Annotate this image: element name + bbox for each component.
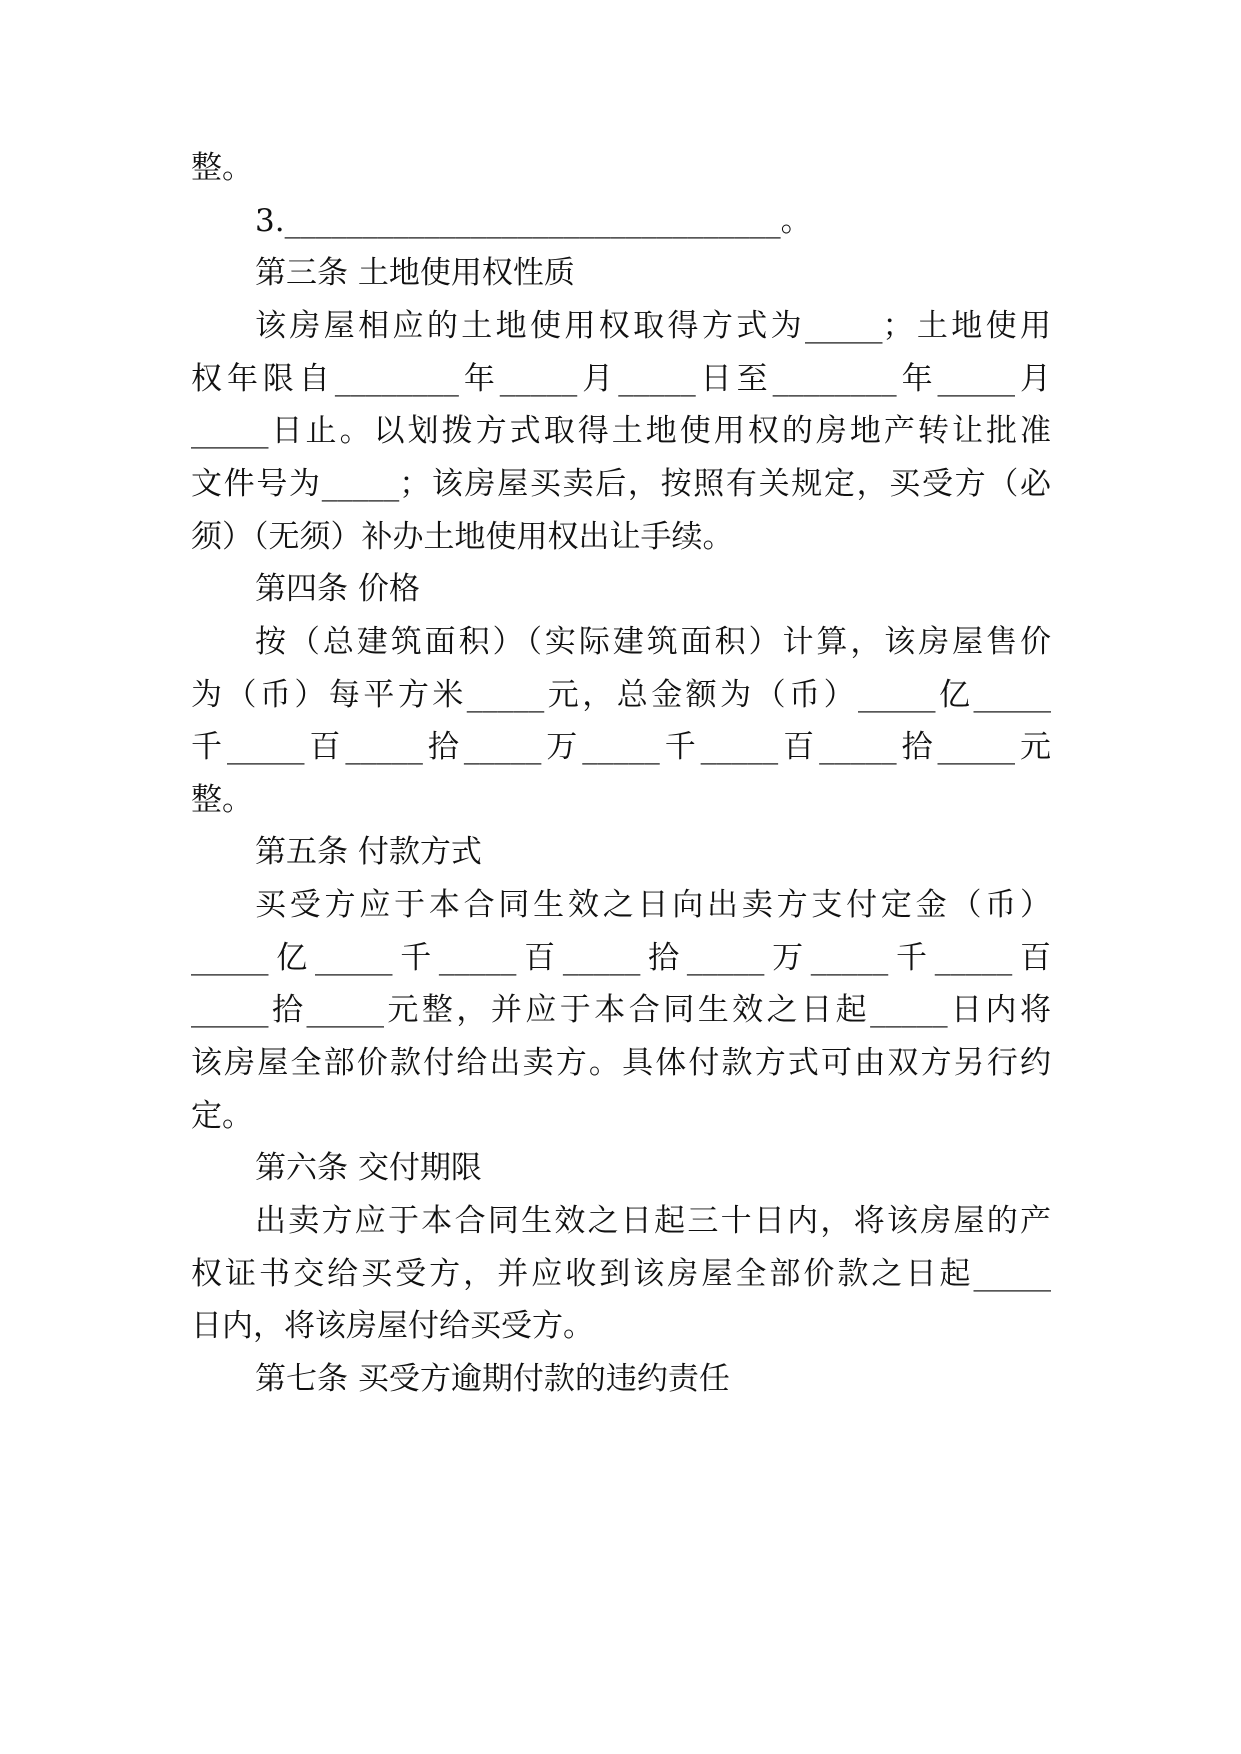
- text-line: 按（总建筑面积）（实际建筑面积）计算，该房屋售价: [255, 624, 1051, 660]
- text-line: 权年限自________年_____月_____日至________年_____月: [191, 361, 1051, 397]
- text-line: _____拾_____元整，并应于本合同生效之日起_____日内将: [191, 992, 1051, 1028]
- text-line: 出卖方应于本合同生效之日起三十日内，将该房屋的产: [255, 1203, 1051, 1239]
- text-line: 日内，将该房屋付给买受方。: [191, 1308, 594, 1344]
- article-7-heading: 第七条 买受方逾期付款的违约责任: [255, 1361, 730, 1397]
- text-line: 为（币）每平方米_____元，总金额为（币）_____亿_____: [191, 677, 1051, 713]
- text-line: 该房屋相应的土地使用权取得方式为_____；土地使用: [255, 308, 1051, 344]
- text-line: 整。: [191, 150, 253, 186]
- article-6-heading: 第六条 交付期限: [255, 1150, 482, 1186]
- text-line: 须）（无须）补办土地使用权出让手续。: [191, 519, 734, 555]
- text-line: 定。: [191, 1098, 253, 1134]
- text-line: 权证书交给买受方，并应收到该房屋全部价款之日起_____: [191, 1256, 1051, 1292]
- text-line: 买受方应于本合同生效之日向出卖方支付定金（币）: [255, 887, 1051, 923]
- text-line: 千_____百_____拾_____万_____千_____百_____拾_____元: [191, 729, 1051, 765]
- clause-3-line: 3.________________________________。: [255, 203, 812, 239]
- text-line: 整。: [191, 782, 253, 818]
- article-5-heading: 第五条 付款方式: [255, 834, 482, 870]
- article-3-heading: 第三条 土地使用权性质: [255, 255, 575, 291]
- article-4-heading: 第四条 价格: [255, 571, 420, 607]
- text-line: 文件号为_____；该房屋买卖后，按照有关规定，买受方（必: [191, 466, 1051, 502]
- text-line: _____亿_____千_____百_____拾_____万_____千_____百: [191, 940, 1051, 976]
- text-line: 该房屋全部价款付给出卖方。具体付款方式可由双方另行约: [191, 1045, 1051, 1081]
- text-line: _____日止。以划拨方式取得土地使用权的房地产转让批准: [191, 413, 1051, 449]
